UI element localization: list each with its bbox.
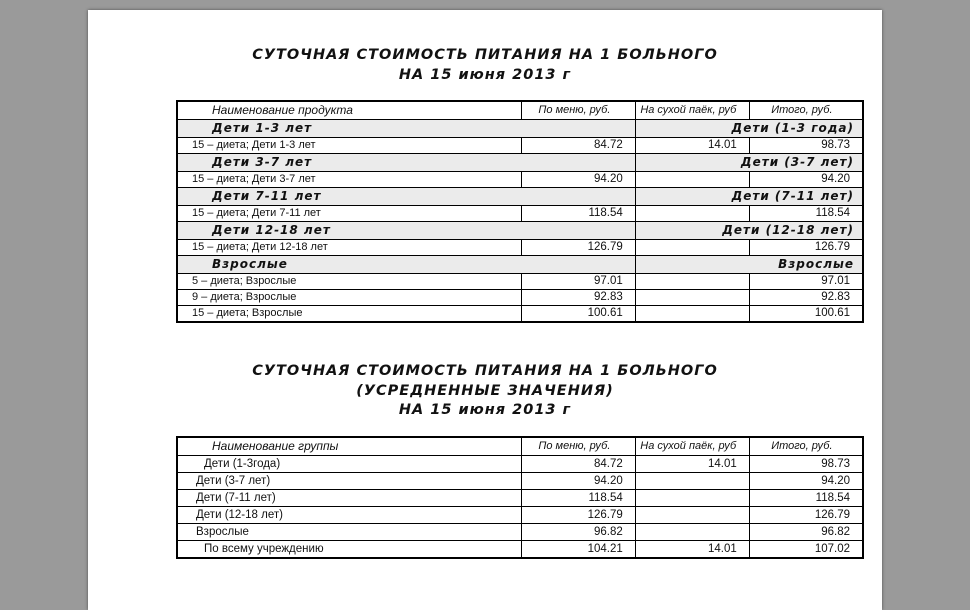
row-name: 15 – диета; Дети 12-18 лет [177, 240, 522, 256]
row-menu: 126.79 [522, 507, 636, 524]
row-total: 94.20 [749, 473, 863, 490]
row-name: 15 – диета; Дети 3-7 лет [177, 172, 522, 188]
group-label: Дети 3-7 лет [177, 154, 635, 172]
row-name: 15 – диета; Дети 7-11 лет [177, 206, 522, 222]
row-name: 15 – диета; Дети 1-3 лет [177, 138, 522, 154]
group-label-right: Взрослые [635, 256, 863, 274]
table-row [177, 456, 863, 473]
row-dry [635, 306, 749, 323]
table-row [177, 274, 863, 290]
row-name: Дети (1-3года) [177, 456, 522, 473]
header-total: Итого, руб. [749, 101, 863, 120]
row-menu: 126.79 [522, 240, 636, 256]
row-dry: 14.01 [635, 138, 749, 154]
group-label-right: Дети (12-18 лет) [635, 222, 863, 240]
table-row [177, 490, 863, 507]
header-group: Наименование группы [177, 437, 522, 456]
daily-cost-table [176, 100, 864, 323]
row-dry [635, 290, 749, 306]
table-row [177, 172, 863, 188]
row-dry [635, 172, 749, 188]
row-total: 118.54 [749, 206, 863, 222]
row-total: 100.61 [749, 306, 863, 323]
row-menu: 92.83 [522, 290, 636, 306]
row-menu: 104.21 [522, 541, 636, 559]
table-row [177, 206, 863, 222]
table-row [177, 306, 863, 323]
row-total: 118.54 [749, 490, 863, 507]
row-menu: 94.20 [522, 473, 636, 490]
group-label-right: Дети (1-3 года) [635, 120, 863, 138]
row-dry [635, 524, 749, 541]
row-dry [635, 206, 749, 222]
header-menu: По меню, руб. [522, 101, 636, 120]
header-dry-ration: На сухой паёк, руб [635, 101, 749, 120]
row-name: 15 – диета; Взрослые [177, 306, 522, 323]
header-product: Наименование продукта [177, 101, 522, 120]
header-dry-ration: На сухой паёк, руб [635, 437, 749, 456]
group-row [177, 188, 863, 206]
table-row [177, 290, 863, 306]
group-label: Дети 7-11 лет [177, 188, 635, 206]
table-header-row [177, 101, 863, 120]
group-row [177, 120, 863, 138]
group-label: Дети 12-18 лет [177, 222, 635, 240]
group-label-right: Дети (7-11 лет) [635, 188, 863, 206]
row-total: 98.73 [749, 456, 863, 473]
header-total: Итого, руб. [749, 437, 863, 456]
row-total: 92.83 [749, 290, 863, 306]
row-dry: 14.01 [635, 541, 749, 559]
row-name: Дети (3-7 лет) [177, 473, 522, 490]
table-header-row [177, 437, 863, 456]
header-menu: По меню, руб. [522, 437, 636, 456]
row-menu: 94.20 [522, 172, 636, 188]
group-row [177, 154, 863, 172]
row-total: 96.82 [749, 524, 863, 541]
row-name: Взрослые [177, 524, 522, 541]
group-label: Взрослые [177, 256, 635, 274]
row-name: 5 – диета; Взрослые [177, 274, 522, 290]
row-total: 97.01 [749, 274, 863, 290]
row-dry: 14.01 [635, 456, 749, 473]
table-row [177, 507, 863, 524]
doc1-title-line2: НА 15 июня 2013 г [398, 67, 572, 83]
group-row [177, 222, 863, 240]
row-total: 126.79 [749, 507, 863, 524]
doc2-title-line2: (УСРЕДНЕННЫЕ ЗНАЧЕНИЯ) [356, 383, 614, 399]
row-total: 107.02 [749, 541, 863, 559]
doc2-title-line1: СУТОЧНАЯ СТОИМОСТЬ ПИТАНИЯ НА 1 БОЛЬНОГО [252, 363, 718, 379]
row-menu: 96.82 [522, 524, 636, 541]
row-dry [635, 240, 749, 256]
document-page [88, 10, 882, 610]
row-name: 9 – диета; Взрослые [177, 290, 522, 306]
row-name: По всему учреждению [177, 541, 522, 559]
row-menu: 84.72 [522, 138, 636, 154]
row-menu: 100.61 [522, 306, 636, 323]
average-cost-table [176, 436, 864, 559]
table-row [177, 473, 863, 490]
row-total: 94.20 [749, 172, 863, 188]
group-label-right: Дети (3-7 лет) [635, 154, 863, 172]
group-label: Дети 1-3 лет [177, 120, 635, 138]
doc1-title-line1: СУТОЧНАЯ СТОИМОСТЬ ПИТАНИЯ НА 1 БОЛЬНОГО [252, 47, 718, 63]
row-name: Дети (7-11 лет) [177, 490, 522, 507]
row-dry [635, 473, 749, 490]
table-row [177, 240, 863, 256]
row-dry [635, 490, 749, 507]
table-row [177, 524, 863, 541]
row-menu: 118.54 [522, 206, 636, 222]
row-menu: 84.72 [522, 456, 636, 473]
doc2-title-line3: НА 15 июня 2013 г [398, 402, 572, 418]
group-row [177, 256, 863, 274]
table-row [177, 541, 863, 559]
row-menu: 118.54 [522, 490, 636, 507]
row-total: 126.79 [749, 240, 863, 256]
row-dry [635, 274, 749, 290]
table-row [177, 138, 863, 154]
row-name: Дети (12-18 лет) [177, 507, 522, 524]
row-total: 98.73 [749, 138, 863, 154]
row-menu: 97.01 [522, 274, 636, 290]
row-dry [635, 507, 749, 524]
